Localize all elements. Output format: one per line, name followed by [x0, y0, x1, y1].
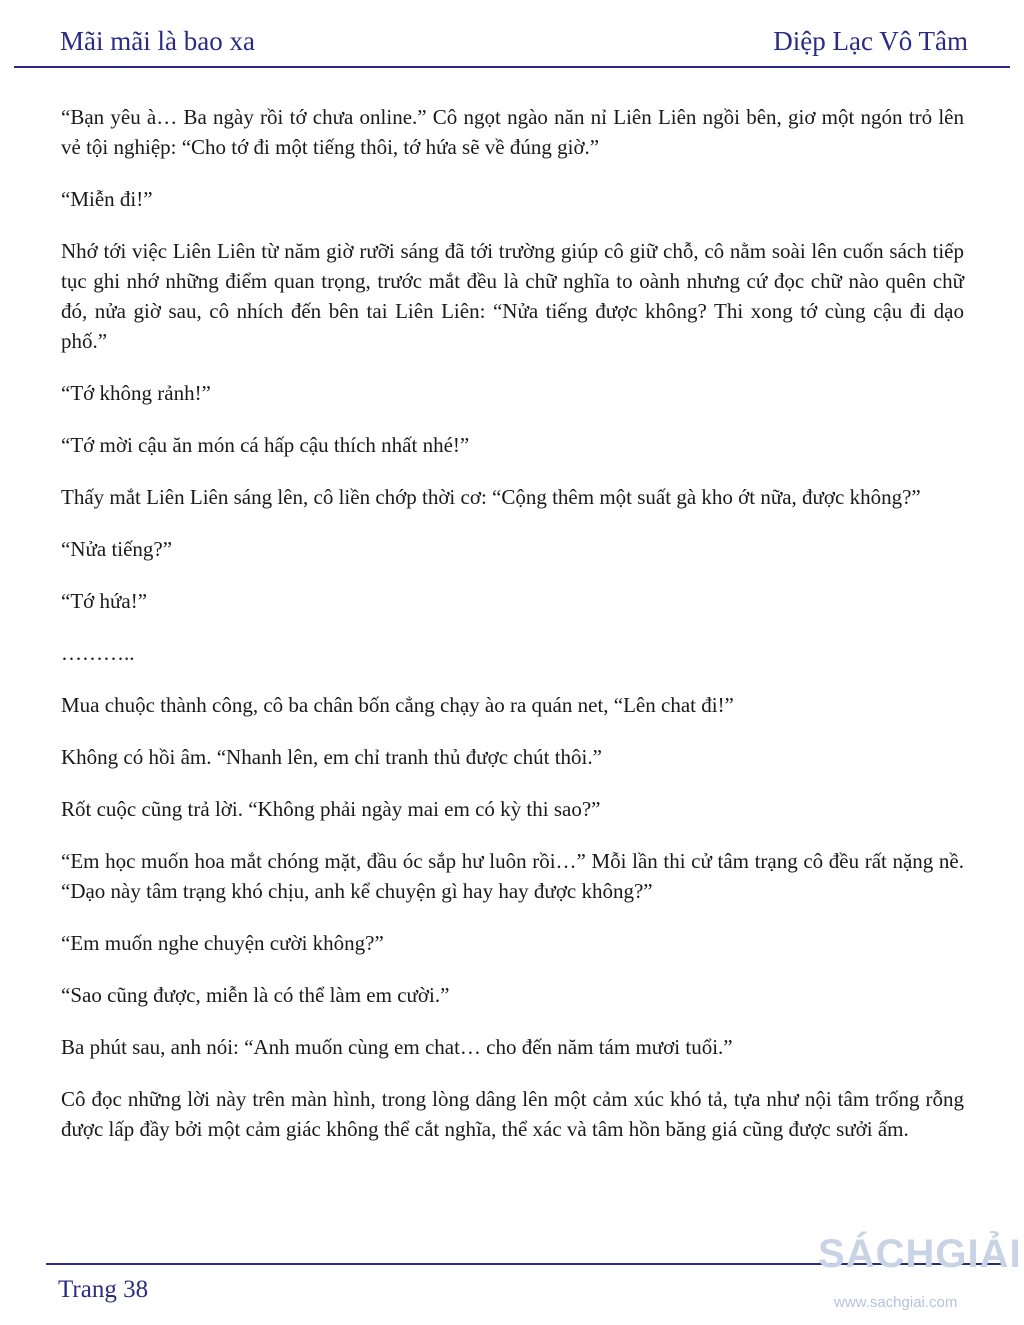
paragraph: Rốt cuộc cũng trả lời. “Không phải ngày mai em có kỳ thi sao?”	[61, 797, 601, 821]
page-header	[14, 22, 1010, 68]
page-number: Trang 38	[58, 1276, 149, 1303]
watermark-logo: SÁCHGIẢI	[818, 1232, 1022, 1276]
paragraph: “Em học muốn hoa mắt chóng mặt, đầu óc sắp hư luôn rồi…” Mỗi lần thi cử tâm trạng cô đều rất nặng nề. “Dạo này tâm trạng khó chịu, anh kể chuyện gì hay hay được không?”	[61, 849, 964, 903]
paragraph: Mua chuộc thành công, cô ba chân bốn cẳng chạy ào ra quán net, “Lên chat đi!”	[61, 693, 734, 717]
paragraph: Không có hồi âm. “Nhanh lên, em chỉ tranh thủ được chút thôi.”	[61, 745, 602, 769]
paragraph: “Tớ hứa!”	[61, 589, 148, 613]
paragraph: “Tớ không rảnh!”	[61, 381, 211, 405]
paragraph: Thấy mắt Liên Liên sáng lên, cô liền chớp thời cơ: “Cộng thêm một suất gà kho ớt nữa, được không?”	[61, 485, 921, 509]
paragraph: “Tớ mời cậu ăn món cá hấp cậu thích nhất nhé!”	[61, 433, 470, 457]
paragraph: Cô đọc những lời này trên màn hình, trong lòng dâng lên một cảm xúc khó tả, tựa như nội tâm trống rỗng được lấp đầy bởi một cảm giác không thể cắt nghĩa, thể xác và tâm hồn băng giá cũng được sưởi ấm.	[61, 1087, 964, 1141]
page-body	[61, 102, 964, 1166]
watermark	[818, 1228, 1022, 1318]
scene-break: ………..	[61, 641, 135, 665]
paragraph: “Nửa tiếng?”	[61, 537, 173, 561]
paragraph: Ba phút sau, anh nói: “Anh muốn cùng em chat… cho đến năm tám mươi tuổi.”	[61, 1035, 733, 1059]
book-title: Mãi mãi là bao xa	[60, 26, 255, 56]
author-name: Diệp Lạc Vô Tâm	[773, 26, 968, 56]
paragraph: “Bạn yêu à… Ba ngày rồi tớ chưa online.” Cô ngọt ngào năn nỉ Liên Liên ngồi bên, giơ một ngón trỏ lên vẻ tội nghiệp: “Cho tớ đi một tiếng thôi, tớ hứa sẽ về đúng giờ.”	[61, 105, 964, 159]
paragraph: Nhớ tới việc Liên Liên từ năm giờ rưỡi sáng đã tới trường giúp cô giữ chỗ, cô nằm soài lên cuốn sách tiếp tục ghi nhớ những điểm quan trọng, trước mắt đều là chữ nghĩa to oành nhưng cứ đọc chữ nào quên chữ đó, nửa giờ sau, cô nhích đến bên tai Liên Liên: “Nửa tiếng được không? Thi xong tớ cùng cậu đi dạo phố.”	[61, 239, 964, 353]
paragraph: “Miễn đi!”	[61, 187, 153, 211]
watermark-url: www.sachgiai.com	[834, 1294, 958, 1311]
paragraph: “Sao cũng được, miễn là có thể làm em cười.”	[61, 983, 450, 1007]
paragraph: “Em muốn nghe chuyện cười không?”	[61, 931, 384, 955]
